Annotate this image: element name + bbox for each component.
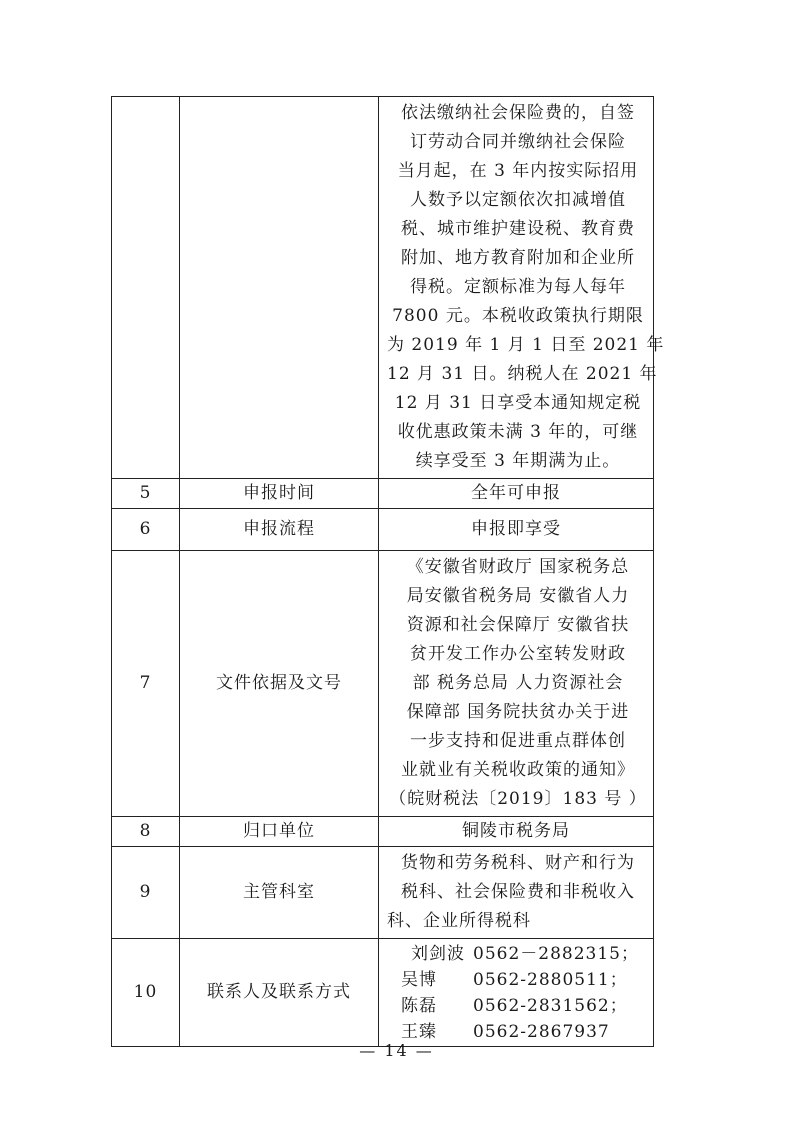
text-line: 保障部 国务院扶贫办关于进 — [406, 702, 630, 722]
row-number: 6 — [112, 509, 180, 551]
text-line: 订劳动合同并缴纳社会保险 — [410, 132, 626, 152]
text-line: 税、城市维护建设税、教育费 — [401, 219, 635, 239]
row-number-cell — [112, 97, 180, 479]
contact-entry — [379, 941, 653, 967]
text-line: 当月起，在 3 年内按实际招用 — [397, 161, 639, 181]
content-cell — [379, 551, 654, 817]
table-row — [112, 551, 654, 817]
department-text — [379, 847, 653, 938]
contact-entry — [379, 967, 653, 993]
text-line: 续享受至 3 年期满为止。 — [415, 451, 621, 471]
contact-name: 刘剑波 — [411, 943, 465, 964]
text-line: 人数予以定额依次扣减增值 — [410, 190, 626, 210]
text-line: 依法缴纳社会保险费的，自签 — [401, 103, 635, 123]
text-line: 局安徽省税务局 安徽省人力 — [406, 586, 630, 606]
contact-phone: 0562-2831562； — [473, 995, 628, 1016]
item-content: 铜陵市税务局 — [379, 817, 654, 847]
item-name: 文件依据及文号 — [180, 551, 379, 817]
contact-entry — [379, 993, 653, 1019]
text-line: 《安徽省财政厅 国家税务总 — [406, 557, 630, 577]
content-cell — [379, 847, 654, 939]
row-number: 9 — [112, 847, 180, 939]
contact-phone: 0562－2882315； — [473, 943, 639, 964]
text-line: 贫开发工作办公室转发财政 — [410, 644, 626, 664]
text-line: 科、企业所得税科 — [387, 911, 531, 931]
text-line: 部 税务总局 人力资源社会 — [412, 673, 624, 693]
table-row — [112, 817, 654, 847]
text-line: 附加、地方教育附加和企业所 — [401, 248, 635, 268]
text-line: 业就业有关税收政策的通知》 — [401, 760, 635, 780]
table-row — [112, 847, 654, 939]
contact-phone: 0562-2880511； — [473, 969, 628, 990]
table-row — [112, 509, 654, 551]
text-line: 为 2019 年 1 月 1 日至 2021 年 — [387, 335, 665, 355]
contacts-cell — [379, 939, 654, 1047]
row-number: 8 — [112, 817, 180, 847]
item-name: 联系人及联系方式 — [180, 939, 379, 1047]
text-line: 收优惠政策未满 3 年的，可继 — [397, 422, 639, 442]
item-name: 申报流程 — [180, 509, 379, 551]
text-line: 资源和社会保障厅 安徽省扶 — [406, 615, 630, 635]
contact-phone: 0562-2867937 — [473, 1021, 610, 1042]
item-content: 申报即享受 — [379, 509, 654, 551]
text-line: 12 月 31 日享受本通知规定税 — [394, 393, 642, 413]
text-line: 货物和劳务税科、财产和行为 — [401, 853, 635, 873]
contact-list — [379, 941, 653, 1045]
text-line: 税科、社会保险费和非税收入 — [401, 882, 635, 902]
policy-content-text — [379, 97, 665, 478]
table-row — [112, 939, 654, 1047]
policy-table — [111, 96, 665, 1047]
item-name: 主管科室 — [180, 847, 379, 939]
text-line: （皖财税法〔2019〕183 号 ） — [389, 789, 647, 809]
text-line: 7800 元。本税收政策执行期限 — [392, 306, 644, 326]
content-cell — [379, 97, 665, 479]
contact-name: 陈磊 — [401, 995, 437, 1016]
contact-name: 吴博 — [401, 969, 437, 990]
document-reference-text — [379, 551, 653, 816]
row-number: 5 — [112, 479, 180, 509]
row-number: 7 — [112, 551, 180, 817]
item-cell — [180, 97, 379, 479]
table-row — [112, 97, 654, 479]
table-row — [112, 479, 654, 509]
text-line: 12 月 31 日。纳税人在 2021 年 — [387, 364, 658, 384]
contact-name: 王臻 — [401, 1021, 437, 1042]
item-name: 归口单位 — [180, 817, 379, 847]
item-content: 全年可申报 — [379, 479, 654, 509]
row-number: 10 — [112, 939, 180, 1047]
page-number: — 14 — — [359, 1041, 434, 1060]
text-line: 得税。定额标准为每人每年 — [410, 277, 626, 297]
text-line: 一步支持和促进重点群体创 — [410, 731, 626, 751]
item-name: 申报时间 — [180, 479, 379, 509]
